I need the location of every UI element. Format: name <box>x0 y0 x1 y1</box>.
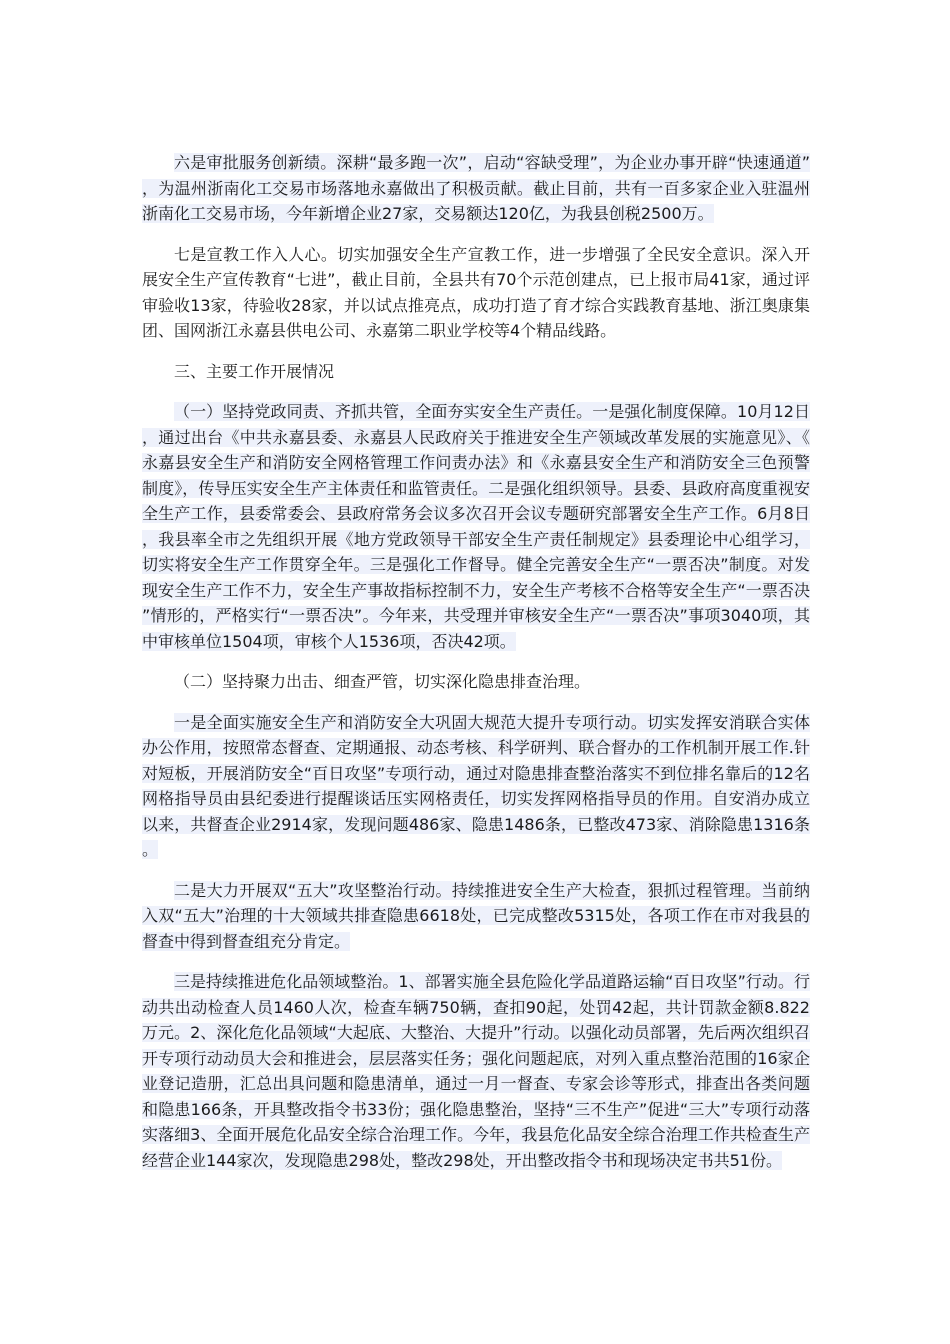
paragraph-text: 三是持续推进危化品领域整治。1、部署实施全县危险化学品道路运输“百日攻坚”行动。行动共出动检查人员1460人次，检查车辆750辆，查扣90起，处罚42起，共计罚款金额8.822万元。2、深化危化品领域“大起底、大整治、大提升”行动。以强化动员部署，先后两次组织召开专项行动动员大会和推进会，层层落实任务；强化问题起底，对列入重点整治范围的16家企业登记造册，汇总出具问题和隐患清单，通过一月一督查、专家会诊等形式，排查出各类问题和隐患166条，开具整改指令书33份；强化隐患整治，坚持“三不生产”促进“三大”专项行动落实落细3、全面开展危化品安全综合治理工作。今年，我县危化品安全综合治理工作共检查生产经营企业144家次，发现隐患298处，整改298处，开出整改指令书和现场决定书共51份。 <box>142 972 810 1170</box>
paragraph-safety-education <box>142 242 810 344</box>
paragraph-text: 六是审批服务创新绩。深耕“最多跑一次”，启动“容缺受理”，为企业办事开辟“快速通道”，为温州浙南化工交易市场落地永嘉做出了积极贡献。截止目前，共有一百多家企业入驻温州浙南化工交易市场，今年新增企业27家，交易额达120亿，为我县创税2500万。 <box>142 153 810 223</box>
paragraph-approval-service <box>142 150 810 227</box>
document-page <box>142 150 810 1188</box>
heading-text: 三、主要工作开展情况 <box>174 361 335 381</box>
paragraph-hazardous-chemicals <box>142 969 810 1173</box>
paragraph-text: 一是全面实施安全生产和消防安全大巩固大规范大提升专项行动。切实发挥安消联合实体办公作用，按照常态督查、定期通报、动态考核、科学研判、联合督办的工作机制开展工作.针对短板，开展消防安全“百日攻坚”专项行动，通过对隐患排查整治落实不到位排名靠后的12名网格指导员由县纪委进行提醒谈话压实网格责任，切实发挥网格指导员的作用。自安消办成立以来，共督查企业2914家，发现问题486家、隐患1486条，已整改473家、消除隐患1316条。 <box>142 712 810 859</box>
section-heading-main-work <box>142 359 810 385</box>
paragraph-text: 七是宣教工作入人心。切实加强安全生产宣教工作，进一步增强了全民安全意识。深入开展安全生产宣传教育“七进”，截止目前，全县共有70个示范创建点，已上报市局41家，通过评审验收13家，待验收28家，并以试点推亮点，成功打造了育才综合实践教育基地、浙江奥康集团、国网浙江永嘉县供电公司、永嘉第二职业学校等4个精品线路。 <box>142 244 810 340</box>
heading-text: （二）坚持聚力出击、细查严管，切实深化隐患排查治理。 <box>174 672 591 691</box>
subheading-hazard-investigation <box>142 669 810 695</box>
paragraph-text: （一）坚持党政同责、齐抓共管，全面夯实安全生产责任。一是强化制度保障。10月12日，通过出台《中共永嘉县委、永嘉县人民政府关于推进安全生产领域改革发展的实施意见》、《永嘉县安全生产和消防安全网格管理工作问责办法》和《永嘉县安全生产和消防安全三色预警制度》，传导压实安全生产主体责任和监管责任。二是强化组织领导。县委、县政府高度重视安全生产工作，县委常委会、县政府常务会议多次召开会议专题研究部署安全生产工作。6月8日，我县率全市之先组织开展《地方党政领导干部安全生产责任制规定》县委理论中心组学习，切实将安全生产工作贯穿全年。三是强化工作督导。健全完善安全生产“一票否决”制度。对发现安全生产工作不力，安全生产事故指标控制不力，安全生产考核不合格等安全生产“一票否决”情形的，严格实行“一票否决”。今年来，共受理并审核安全生产“一票否决”事项3040项，其中审核单位1504项，审核个人1536项，否决42项。 <box>142 402 810 651</box>
paragraph-party-government-responsibility <box>142 399 810 654</box>
paragraph-text: 二是大力开展双“五大”攻坚整治行动。持续推进安全生产大检查，狠抓过程管理。当前纳入双“五大”治理的十大领域共排查隐患6618处，已完成整改5315处，各项工作在市对我县的督查中得到督查组充分肯定。 <box>142 880 810 951</box>
paragraph-fire-safety-campaign <box>142 710 810 863</box>
paragraph-double-five-campaign <box>142 878 810 955</box>
